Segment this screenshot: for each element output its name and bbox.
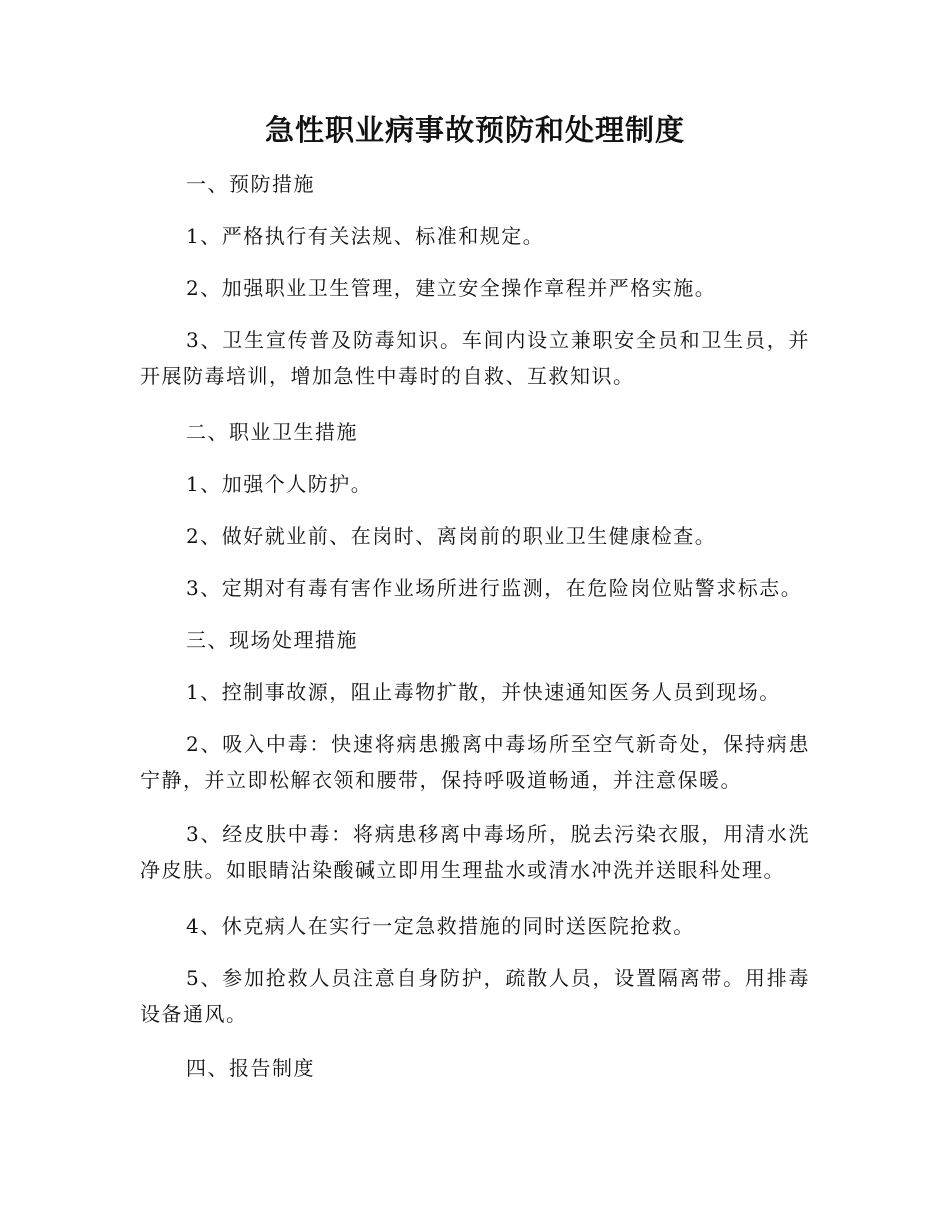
document-title: 急性职业病事故预防和处理制度	[264, 113, 685, 147]
paragraph: 5、参加抢救人员注意自身防护，疏散人员，设置隔离带。用排毒设备通风。	[140, 966, 810, 1026]
paragraph: 2、做好就业前、在岗时、离岗前的职业卫生健康检查。	[186, 524, 717, 548]
section-heading-prevention: 一、预防措施	[186, 172, 315, 196]
section-heading-onsite-handling: 三、现场处理措施	[186, 628, 358, 652]
paragraph: 2、吸入中毒：快速将病患搬离中毒场所至空气新奇处，保持病患宁静，并立即松解衣领和腰带，保持呼吸道畅通，并注意保暖。	[140, 732, 810, 792]
section-heading-reporting: 四、报告制度	[186, 1056, 315, 1080]
paragraph: 3、经皮肤中毒：将病患移离中毒场所，脱去污染衣服，用清水洗净皮肤。如眼睛沾染酸碱立即用生理盐水或清水冲洗并送眼科处理。	[140, 822, 810, 882]
paragraph: 1、加强个人防护。	[186, 472, 373, 496]
section-heading-occupational-health: 二、职业卫生措施	[186, 420, 358, 444]
paragraph: 1、严格执行有关法规、标准和规定。	[186, 224, 545, 248]
paragraph: 3、定期对有毒有害作业场所进行监测，在危险岗位贴警求标志。	[186, 576, 803, 600]
paragraph: 1、控制事故源，阻止毒物扩散，并快速通知医务人员到现场。	[186, 680, 781, 704]
paragraph: 2、加强职业卫生管理，建立安全操作章程并严格实施。	[186, 276, 717, 300]
paragraph: 3、卫生宣传普及防毒知识。车间内设立兼职安全员和卫生员，并开展防毒培训，增加急性中毒时的自救、互救知识。	[140, 328, 810, 388]
paragraph: 4、休克病人在实行一定急救措施的同时送医院抢救。	[186, 914, 695, 938]
